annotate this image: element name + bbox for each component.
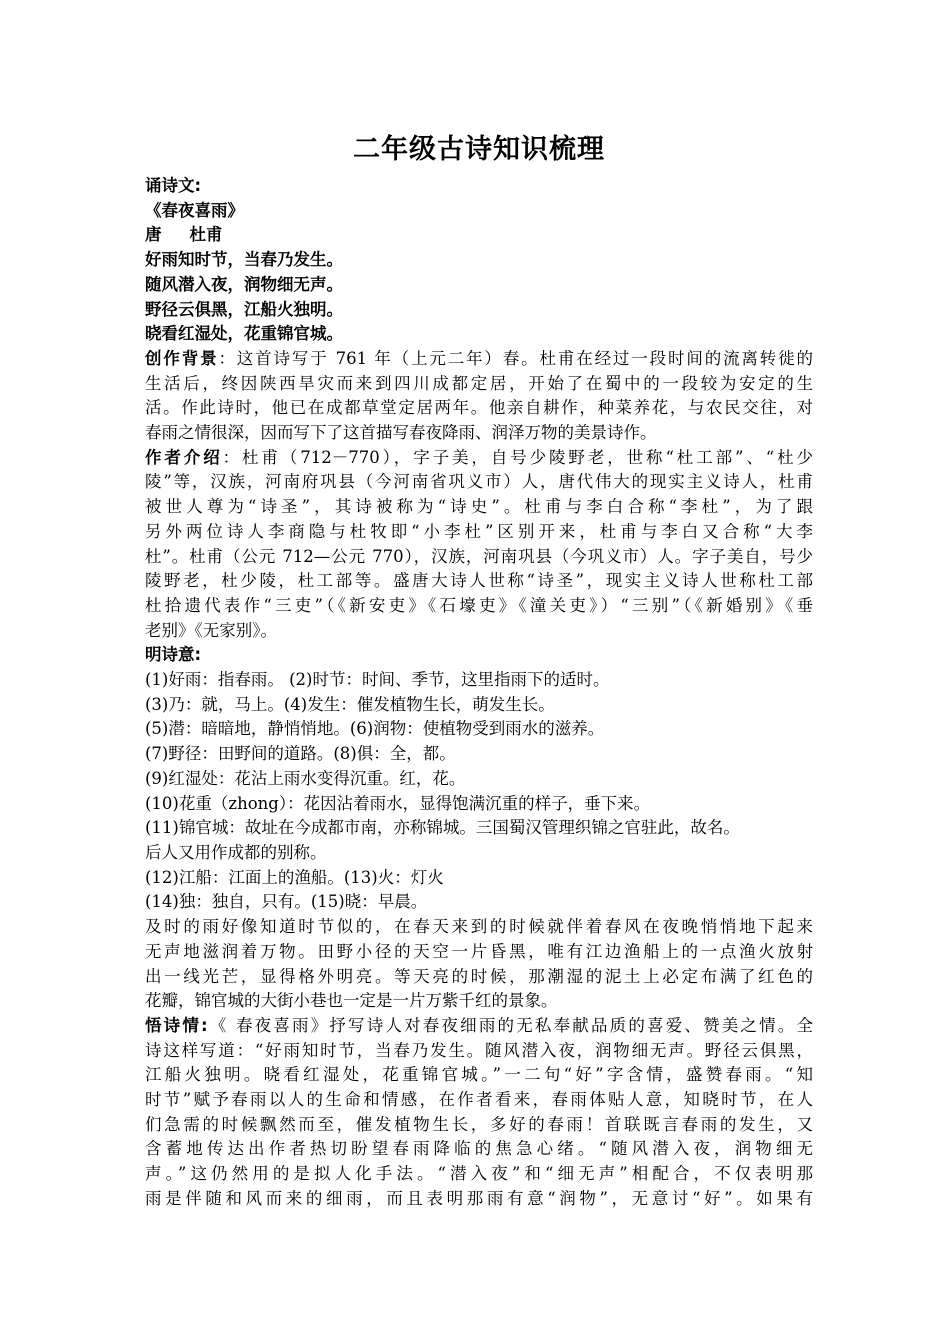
meaning-label: 明诗意: — [145, 645, 202, 665]
poem-dynasty: 唐 — [145, 225, 162, 245]
translation-section — [145, 915, 813, 1014]
page-title: 二年级古诗知识梳理 — [353, 134, 605, 165]
author-intro-text: 另外两位诗人李商隐与杜牧即“小李杜”区别开来，杜甫与李白又合称“大李 — [145, 521, 813, 541]
author-intro-text: 陵”等，汉族，河南府巩县（今河南省巩义市）人，唐代伟大的现实主义诗人，杜甫 — [145, 472, 813, 492]
feeling-label: 悟诗情: — [145, 1015, 208, 1035]
poem-line: 野径云俱黑，江船火独明。 — [145, 299, 343, 319]
translation-text: 及时的雨好像知道时节似的，在春天来到的时候就伴着春风在夜晚悄悄地下起来 — [145, 917, 813, 937]
meaning-note: (5)潜：暗暗地，静悄悄地。(6)润物：使植物受到雨水的滋养。 — [145, 719, 605, 739]
poem-line: 好雨知时节，当春乃发生。 — [145, 250, 343, 270]
translation-text: 出一线光芒，显得格外明亮。等天亮的时候，那潮湿的泥土上必定布满了红色的 — [145, 966, 813, 986]
translation-text: 无声地滋润着万物。田野小径的天空一片昏黑，唯有江边渔船上的一点渔火放射 — [145, 941, 813, 961]
meaning-note: (10)花重（zhong）：花因沾着雨水，显得饱满沉重的样子，垂下来。 — [145, 793, 651, 813]
feeling-text: 诗这样写道：“好雨知时节，当春乃发生。随风潜入夜，润物细无声。野径云俱黑， — [145, 1040, 813, 1060]
background-text: 春雨之情很深，因而写下了这首描写春夜降雨、润泽万物的美景诗作。 — [145, 423, 657, 443]
feeling-text: 们急需的时候飘然而至，催发植物生长，多好的春雨！首联既言春雨的发生，又 — [145, 1114, 813, 1134]
recite-label: 诵诗文: — [145, 176, 202, 195]
meaning-note: (12)江船：江面上的渔船。(13)火：灯火 — [145, 867, 444, 887]
meaning-note: (11)锦官城：故址在今成都市南，亦称锦城。三国蜀汉管理织锦之官驻此，故名。 — [145, 818, 740, 838]
feeling-text: 时节”赋予春雨以人的生命和情感，在作者看来，春雨体贴人意，知晓时节，在人 — [145, 1090, 813, 1110]
translation-text: 花瓣，锦官城的大街小巷也一定是一片万紫千红的景象。 — [145, 991, 558, 1011]
meaning-note: (7)野径：田野间的道路。(8)俱：全，都。 — [145, 744, 456, 764]
meaning-note: 后人又用作成都的别称。 — [145, 842, 327, 862]
feeling-text: 江船火独明。晓看红湿处，花重锦官城。”一二句“好”字含情，盛赞春雨。“知 — [145, 1065, 813, 1085]
background-text: ：这首诗写于 761 年（上元二年）春。杜甫在经过一段时间的流离转徙的 — [218, 348, 814, 368]
feeling-text: 声。”这仍然用的是拟人化手法。“潜入夜”和“细无声”相配合，不仅表明那 — [145, 1164, 813, 1184]
meaning-note: (1)好雨：指春雨。 (2)时节：时间、季节，这里指雨下的适时。 — [145, 670, 610, 690]
poem-author-name: 杜甫 — [189, 225, 223, 245]
background-text: 活。作此诗时，他已在成都草堂定居两年。他亲自耕作，种菜养花，与农民交往，对 — [145, 398, 813, 418]
meaning-note: (3)乃：就，马上。(4)发生：催发植物生长，萌发生长。 — [145, 694, 555, 714]
meaning-note: (9)红湿处：花沾上雨水变得沉重。红，花。 — [145, 768, 466, 788]
author-intro-text: ：杜甫（712－770），字子美，自号少陵野老，世称“杜工部”、“杜少 — [222, 447, 814, 467]
poem-title: 《春夜喜雨》 — [145, 200, 244, 220]
author-intro-text: 被世人尊为“诗圣”，其诗被称为“诗史”。杜甫与李白合称“李杜”，为了跟 — [145, 497, 813, 517]
background-text: 生活后，终因陕西旱灾而来到四川成都定居，开始了在蜀中的一段较为安定的生 — [145, 373, 813, 393]
feeling-text: 含蓄地传达出作者热切盼望春雨降临的焦急心绪。“随风潜入夜，润物细无 — [145, 1139, 813, 1159]
poem-line: 晓看红湿处，花重锦官城。 — [145, 324, 343, 344]
feeling-section — [145, 1014, 813, 1212]
author-intro-section — [145, 446, 813, 644]
author-intro-label: 作者介绍 — [145, 447, 223, 467]
feeling-text: 《 春夜喜雨》抒写诗人对春夜细雨的无私奉献品质的喜爱、赞美之情。全 — [207, 1015, 813, 1035]
author-intro-text: 杜拾遗代表作“三吏”（《新安吏》《石壕吏》《潼关吏》）“三别”（《新婚别》《垂 — [145, 595, 813, 615]
poem-author — [145, 223, 813, 248]
meaning-note: (14)独：独自，只有。(15)晓：早晨。 — [145, 892, 428, 912]
author-intro-text: 老别》《无家别》。 — [145, 620, 277, 640]
feeling-text: 雨是伴随和风而来的细雨，而且表明那雨有意“润物”，无意讨“好”。如果有 — [145, 1188, 813, 1208]
background-section — [145, 347, 813, 446]
background-label: 创作背景 — [145, 348, 219, 368]
poem-line: 随风潜入夜，润物细无声。 — [145, 274, 343, 294]
document-page — [145, 128, 813, 1212]
author-intro-text: 杜”。杜甫（公元 712—公元 770），汉族，河南巩县（今巩义市）人。字子美自，号少 — [145, 546, 813, 566]
author-intro-text: 陵野老，杜少陵，杜工部等。盛唐大诗人世称“诗圣”，现实主义诗人世称杜工部 — [145, 571, 813, 591]
